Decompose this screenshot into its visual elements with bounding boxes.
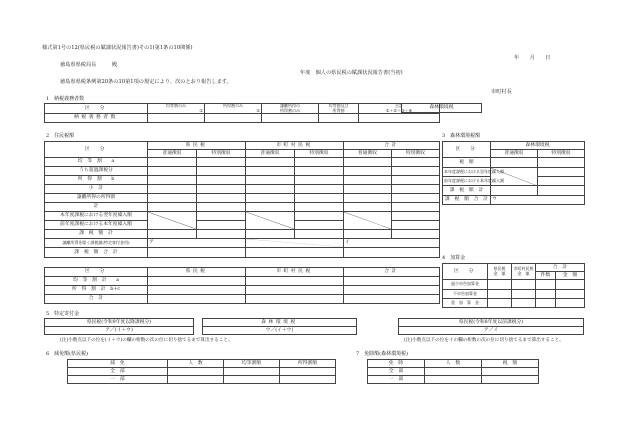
s2-sub-normal: 普通徴収 [148,150,197,158]
s2-diagonal [344,212,392,230]
s4-col-city: 市町村民税 金 額 [512,264,536,280]
section-1-title: 1 納税義務者数 [46,96,85,102]
s2-sub-special: 特別徴収 [197,150,246,158]
s2-sub-normal: 普通徴収 [246,150,295,158]
s2-row-tax-total: 課 税 額 計 [45,230,148,239]
section-6-title: 6 減免額(県民税) [46,351,89,357]
s5-col1: 県民税(令和9年度以降課税分) [45,319,194,327]
reduction-table [67,359,336,384]
s3-row-prev-year: 前年度課税における本年度繰入額 [443,176,491,185]
s5-formula2: ウ／(イ＋ウ) [203,327,357,335]
s3-row-tax-total: 課 税 額 計 [443,186,491,195]
s6-col-count: 人 数 [168,360,224,368]
s1-num-2: ② [256,107,260,113]
s2-row-grand-total: 課 税 額 合 計 [45,248,148,258]
s1-cell [319,114,359,123]
s2-label: 区 分 [45,142,148,158]
s45-row-income: 所 得 割 計 b+c [45,286,148,295]
s2-row-donation-basis: 譲離所得を除く課税額(特定寄付金用) [45,239,148,248]
s45-col-city: 市町村民税 [246,268,344,277]
s2-row-next-year: 本年度課税における翌年度繰入額 [45,212,148,221]
s45-label: 区 分 [45,268,148,277]
s2-mark-a: ア [149,240,154,246]
s7-col-exemption: 免 除 [368,360,425,368]
s3-diagonal [491,167,538,186]
per-capita-summary-table [44,267,440,304]
s6-col-equal: 均等割額 [224,360,280,368]
s5-formula1: ア／(イ＋ウ) [45,327,194,335]
s2-sub-special: 特別徴収 [295,150,344,158]
s2-row-prev-year: 前年度課税における本年度繰入額 [45,221,148,230]
s2-row-equal: 均 等 割 a [45,158,148,167]
s3-group: 森林環境税 [491,142,585,150]
s7-row-full: 全 部 [368,368,425,376]
s3-sub-special: 特別徴収 [538,150,585,158]
s6-row-partial: 一 部 [68,376,168,384]
s5-formula3: ア／イ [399,327,584,335]
section-2-title: 2 住民税額 [46,133,75,139]
s2-group-city: 市町村民税 [246,142,344,150]
s2-group-pref: 県民税 [148,142,246,150]
s5-col3: 県民税(令和8年度以前課税分) [399,319,584,327]
s4-label: 区 分 [443,264,488,280]
s2-row-total: 計 [45,203,148,212]
forest-tax-count-table [401,103,482,113]
s1-cell [148,114,205,123]
s3-mark: ウ [492,197,497,203]
s5-note-2: (注)小数点以下の位をイの欄の桁数の次の位に切り捨てるまで算出すること。 [404,338,564,343]
basis-statement: 徳島県県税条例第20条の10第1項の規定により、次のとおり報告します。 [60,79,232,85]
s4-col-count: 件数 [536,272,556,280]
s3-label: 区 分 [443,142,491,158]
s2-sub-normal: 普通徴収 [344,150,392,158]
s1-row-taxpayers: 納税義務者数 [45,114,148,123]
s2-row-subtotal: 小 計 [45,185,148,194]
s1-cell [205,114,262,123]
s1-col-total: 合計 ①＋②＋③＋④ [359,104,440,114]
s2-row-transfer: 譲離所得の所得割 [45,194,148,203]
donation-ratio-table-b [202,318,357,335]
s7-col-count: 人 数 [425,360,482,368]
s1-col-transfer: 譲離所得の 所得割のみ [262,104,319,114]
taxpayer-count-table [44,103,440,123]
s1-num-1: ① [199,107,203,113]
s4-row-heavy: 重 加 算 金 [443,298,488,307]
s45-col-pref: 県民税 [148,268,246,277]
date-line: 年 月 日 [514,55,551,61]
s2-sub-special: 特別徴収 [392,150,440,158]
s2-row-excess: うち超過課税分 [45,167,148,176]
s2-diagonal [246,212,295,230]
s3-row-grand-total: 課 税 額 合 計 [443,195,491,204]
s4-col-amount: 金 額 [556,272,585,280]
s2-row-income: 所 得 割 b [45,176,148,185]
s45-row-equal: 均 等 割 計 a [45,277,148,286]
s6-col-reduction: 減 免 [68,360,168,368]
s1-cell [359,114,440,123]
s1-col-income: 所得割のみ [223,103,243,109]
s5-note-1: (注)小数点以下の位を(イ＋ウ)の欄の桁数の次の位に切り捨てるまで算出すること。 [60,338,233,343]
forest-tax-table [442,141,585,205]
s2-mark-b: イ [345,240,350,246]
additional-tax-table [442,263,585,308]
section-3-title: 3 森林環境税額 [442,133,481,139]
s45-row-total: 合 計 [45,295,148,304]
s2-diagonal [246,239,344,248]
form-title: 様式第1号の12(県民税の賦課状況報告書)その1(第1条の10関係) [42,45,193,51]
s3-row-next-year: 本年度課税における翌年度繰入額 [443,167,491,176]
s3-sub-normal: 普通徴収 [491,150,538,158]
s1-label: 区 分 [45,104,148,114]
s4-total-head: 合 計 [536,264,585,272]
s4-row-understate: 過少申告加算金 [443,280,488,289]
section-7-title: 7 免除額(森林環境税) [356,351,409,357]
s45-col-total: 合計 [344,268,440,277]
s7-col-amount: 税 額 [482,360,539,368]
s1-cell [262,114,319,123]
s7-row-partial: 一 部 [368,376,425,384]
municipality-label: 市町村長 [491,89,512,95]
s5-col2: 森林環境税 [203,319,357,327]
s4-col-pref: 県民税 金 額 [488,264,512,280]
s6-col-income: 所得割額 [280,360,336,368]
s3-row-amount: 税 額 [443,158,491,167]
resident-tax-table [44,141,440,258]
addressee: 徳島県県税局長 殿 [60,62,118,68]
report-heading: 年度 個人の県民税の賦課状況報告書(当初) [300,70,403,76]
donation-ratio-table-c [398,318,584,335]
section-5-title: 5 特定寄付金 [46,311,80,317]
s6-row-full: 全 部 [68,368,168,376]
s1-col-equal: 均等割のみ [166,103,186,109]
s4-row-nonfiling: 不申告加算金 [443,289,488,298]
exemption-table [367,359,539,384]
s1-col-forest: 森林環境税 [402,104,482,113]
s2-group-total: 合計 [344,142,440,150]
s2-diagonal [148,212,197,230]
donation-ratio-table-a [44,318,194,335]
s1-col-both: 均等割及び 所得割 [319,104,359,114]
section-4-title: 4 加算金 [442,255,466,261]
